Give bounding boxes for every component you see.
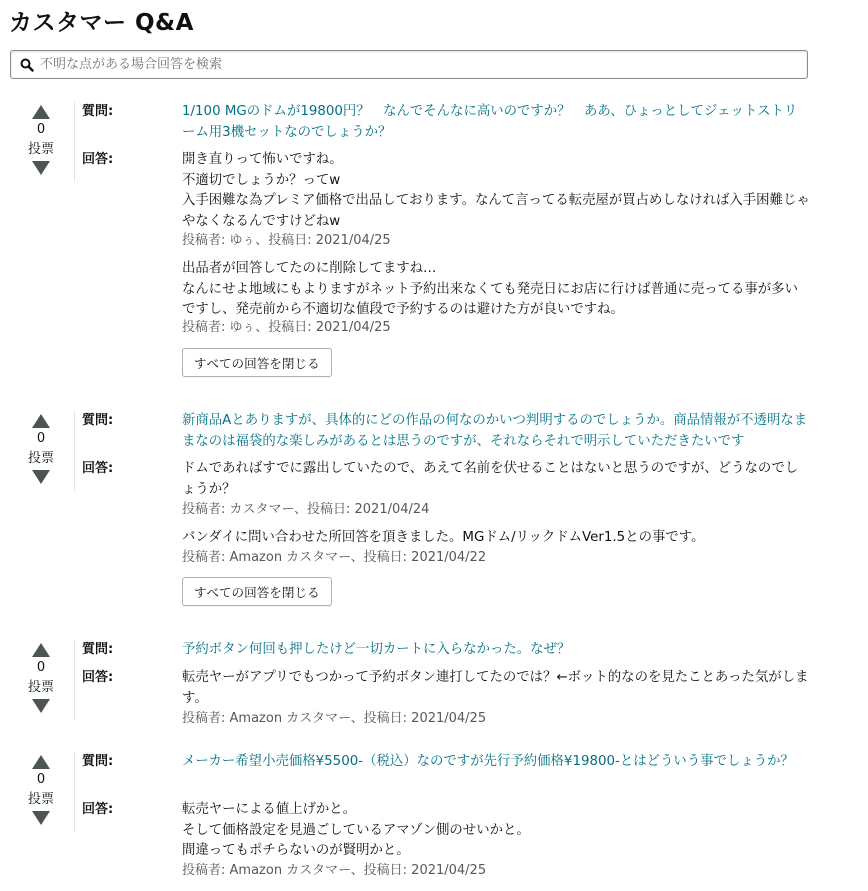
answer-label: 回答: [82, 670, 114, 685]
answer-label: 回答: [82, 802, 114, 817]
answer-text: 開き直りって怖いですね。 不適切でしょうか？ってw 入手困難な為プレミア価格で出品しております。なんて言ってる転売屋が買占めしなければ入手困難じゃやなくなるんですけどねw [182, 152, 810, 229]
vote-count: 0 [36, 122, 46, 137]
question-label: 質問: [82, 754, 114, 769]
vote-widget [24, 104, 58, 176]
upvote-icon[interactable] [31, 642, 51, 658]
collapse-answers-button[interactable]: すべての回答を閉じる [182, 577, 332, 606]
answer-meta: 投稿者: Amazon カスタマー、投稿日: 2021/04/25 [182, 711, 487, 726]
search-icon [20, 58, 34, 72]
divider [74, 102, 75, 182]
search-input[interactable] [40, 57, 780, 72]
vote-label: 投票 [27, 142, 54, 157]
answer-meta: 投稿者: Amazon カスタマー、投稿日: 2021/04/22 [182, 550, 487, 565]
vote-label: 投票 [27, 680, 54, 695]
downvote-icon[interactable] [31, 160, 51, 176]
vote-count: 0 [36, 772, 46, 787]
answer-label: 回答: [82, 461, 114, 476]
answer-label: 回答: [82, 152, 114, 167]
page-title: カスタマー Q&A [9, 10, 194, 36]
answer-text: 転売ヤーがアプリでもつかって予約ボタン連打してたのでは？←ボット的なのを見たことあった気がします。 [182, 670, 809, 706]
divider [74, 640, 75, 720]
downvote-icon[interactable] [31, 810, 51, 826]
question-link[interactable]: メーカー希望小売価格¥5500-（税込）なのですが先行予約価格¥19800-とはどういう事でしょうか？ [182, 754, 794, 769]
divider [74, 752, 75, 832]
qa-search-box[interactable] [10, 50, 808, 79]
vote-count: 0 [36, 431, 46, 446]
downvote-icon[interactable] [31, 469, 51, 485]
vote-widget [24, 754, 58, 826]
question-label: 質問: [82, 104, 114, 119]
upvote-icon[interactable] [31, 413, 51, 429]
vote-label: 投票 [27, 451, 54, 466]
question-link[interactable]: 予約ボタン何回も押したけど一切カートに入らなかった。なぜ？ [182, 642, 571, 657]
collapse-answers-button[interactable]: すべての回答を閉じる [182, 348, 332, 377]
answer-meta: 投稿者: ゆぅ、投稿日: 2021/04/25 [182, 233, 391, 248]
vote-count: 0 [36, 660, 46, 675]
divider [74, 411, 75, 491]
question-label: 質問: [82, 413, 114, 428]
answer-text: 転売ヤーによる値上げかと。 そして価格設定を見過ごしているアマゾン側のせいかと。 間違ってもポチらないのが賢明かと。 [182, 802, 530, 858]
upvote-icon[interactable] [31, 754, 51, 770]
question-link[interactable]: 新商品Aとありますが、具体的にどの作品の何なのかいつ判明するのでしょうか。商品情報が不透明なままなのは福袋的な楽しみがあるとは思うのですが、それならそれで明示していただきたいです [182, 413, 808, 449]
answer-text: バンダイに問い合わせた所回答を頂きました。MGドム/リックドムVer1.5との事です。 [182, 530, 705, 545]
question-link[interactable]: 1/100 MGのドムが19800円？ なんでそんなに高いのですか？ ああ、ひょっとしてジェットストリーム用3機セットなのでしょうか？ [182, 104, 798, 140]
answer-meta: 投稿者: ゆぅ、投稿日: 2021/04/25 [182, 320, 391, 335]
answer-meta: 投稿者: Amazon カスタマー、投稿日: 2021/04/25 [182, 863, 487, 878]
vote-widget [24, 642, 58, 714]
downvote-icon[interactable] [31, 698, 51, 714]
answer-text: ドムであればすでに露出していたので、あえて名前を伏せることはないと思うのですが、どうなのでしょうか？ [182, 461, 799, 497]
upvote-icon[interactable] [31, 104, 51, 120]
answer-text: 出品者が回答してたのに削除してますね… なんにせよ地域にもよりますがネット予約出来なくても発売日にお店に行けば普通に売ってる事が多いですし、発売前から不適切な値段で予約するのは避けた方が良いですね。 [182, 261, 798, 317]
vote-label: 投票 [27, 792, 54, 807]
answer-meta: 投稿者: カスタマー、投稿日: 2021/04/24 [182, 502, 430, 517]
vote-widget [24, 413, 58, 485]
question-label: 質問: [82, 642, 114, 657]
